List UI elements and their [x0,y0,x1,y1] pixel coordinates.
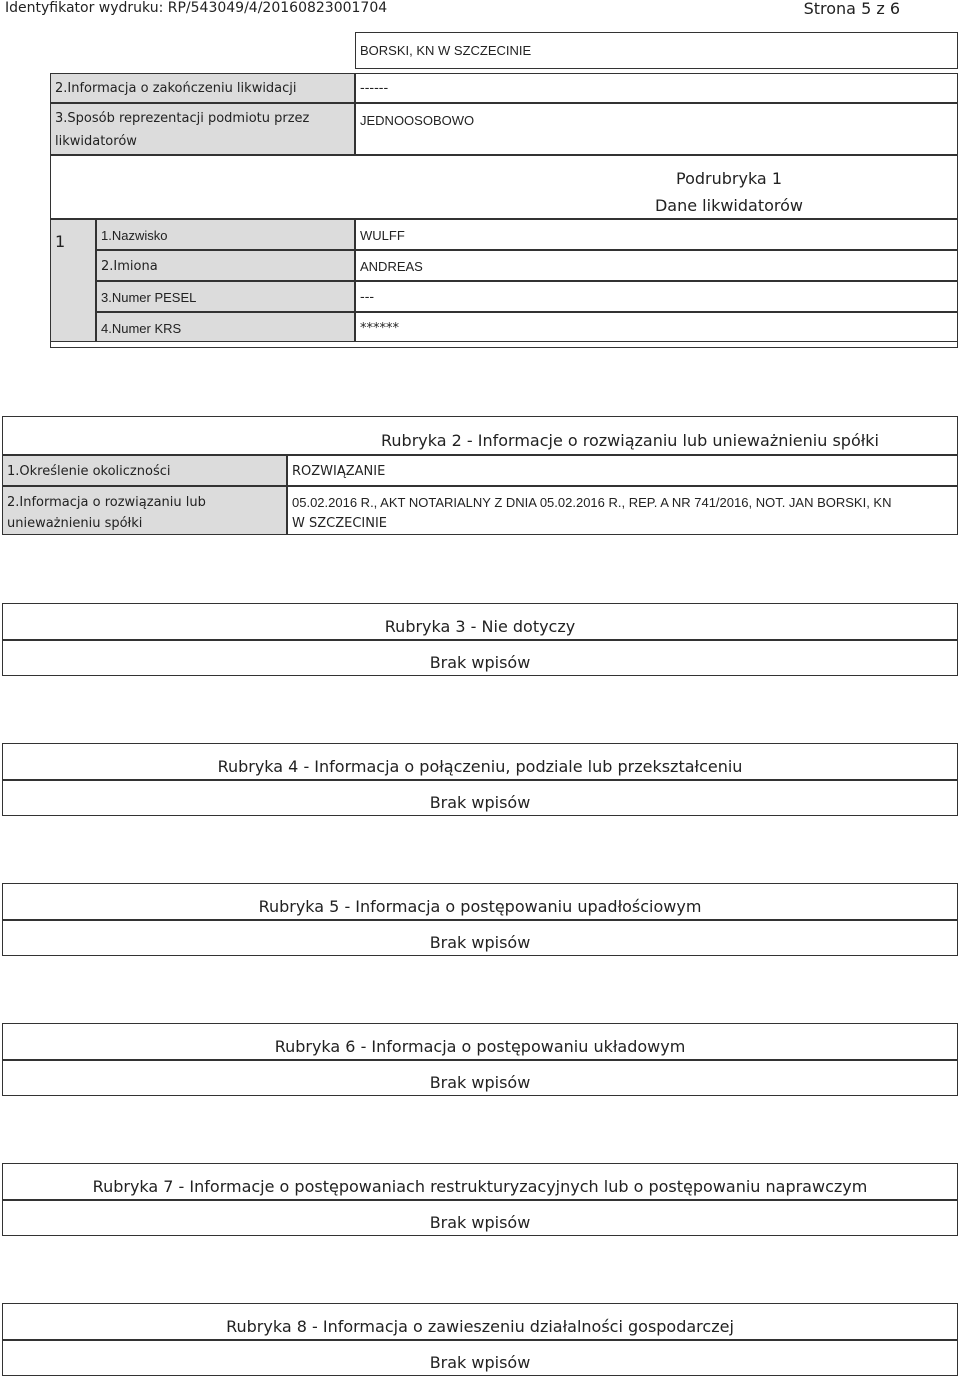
liquidation-cont-value: BORSKI, KN W SZCZECINIE [360,43,532,58]
rubryka-6-header [2,1023,958,1060]
krs-value: ****** [360,321,399,336]
representation-value: JEDNOOSOBOWO [360,113,475,128]
podrubryka-title-line1: Podrubryka 1 [676,169,782,188]
krs-label: 4.Numer KRS [101,321,182,336]
rubryka-5-header [2,883,958,920]
liquidation-end-label: 2.Informacja o zakończeniu likwidacji [55,81,297,96]
rubryka-6-title: Rubryka 6 - Informacja o postępowaniu układowym [274,1037,686,1056]
rubryka-7-header [2,1163,958,1200]
rubryka-8-header [2,1303,958,1340]
podrubryka-bottom-rule [50,341,958,348]
liquidation-cont-cell [355,32,958,69]
circumstances-label-cell [2,455,287,486]
rubryka-4-title: Rubryka 4 - Informacja o połączeniu, podziale lub przekształceniu [217,757,743,776]
rubryka-4-body [2,780,958,816]
circumstances-label: 1.Określenie okoliczności [7,464,171,479]
circumstances-value: ROZWIĄZANIE [292,464,386,479]
rubryka-2-header [2,416,958,455]
krs-label-cell [96,312,355,343]
first-names-value: ANDREAS [360,259,423,274]
print-identifier: Identyfikator wydruku: RP/543049/4/20160823001704 [5,0,388,16]
podrubryka-title-line2: Dane likwidatorów [654,196,803,215]
rubryka-6-body [2,1060,958,1096]
rubryka-6-empty-note: Brak wpisów [429,1073,531,1092]
pesel-label: 3.Numer PESEL [101,290,197,305]
rubryka-3-header [2,603,958,640]
rubryka-7-body [2,1200,958,1236]
liquidation-end-label-cell [50,73,355,103]
dissolution-info-label-cell [2,486,287,535]
page-number: Strona 5 z 6 [803,0,900,18]
rubryka-5-title: Rubryka 5 - Informacja o postępowaniu upadłościowym [258,897,702,916]
liquidation-end-value: ------ [360,81,389,96]
rubryka-8-body [2,1340,958,1376]
representation-label-line2: likwidatorów [55,134,137,149]
liquidation-end-value-cell [355,73,958,103]
dissolution-info-label-line2: unieważnieniu spółki [7,516,143,531]
first-names-label: 2.Imiona [101,259,158,274]
representation-label-line1: 3.Sposób reprezentacji podmiotu przez [55,111,310,126]
krs-value-cell [355,312,958,343]
rubryka-2-title: Rubryka 2 - Informacje o rozwiązaniu lub unieważnieniu spółki [381,431,879,450]
rubryka-8-title: Rubryka 8 - Informacja o zawieszeniu działalności gospodarczej [226,1317,734,1336]
podrubryka-index-cell [50,219,96,343]
surname-value-cell [355,219,958,250]
rubryka-7-title: Rubryka 7 - Informacje o postępowaniach restrukturyzacyjnych lub o postępowaniu naprawczym [92,1177,868,1196]
podrubryka-header-cell [50,155,958,219]
rubryka-4-empty-note: Brak wpisów [429,793,531,812]
rubryka-3-title: Rubryka 3 - Nie dotyczy [384,617,576,636]
first-names-value-cell [355,250,958,281]
circumstances-value-cell [287,455,958,486]
rubryka-8-empty-note: Brak wpisów [429,1353,531,1372]
representation-value-cell [355,103,958,155]
rubryka-3-empty-note: Brak wpisów [429,653,531,672]
rubryka-5-empty-note: Brak wpisów [429,933,531,952]
representation-label-cell [50,103,355,155]
rubryka-3-body [2,640,958,676]
rubryka-5-body [2,920,958,956]
first-names-label-cell [96,250,355,281]
surname-value: WULFF [360,228,405,243]
surname-label: 1.Nazwisko [101,228,168,243]
pesel-value-cell [355,281,958,312]
dissolution-info-value-line2: W SZCZECINIE [292,516,388,531]
podrubryka-index: 1 [55,232,66,251]
pesel-value: --- [360,290,375,305]
surname-label-cell [96,219,355,250]
dissolution-info-label-line1: 2.Informacja o rozwiązaniu lub [7,495,206,510]
rubryka-4-header [2,743,958,780]
pesel-label-cell [96,281,355,312]
dissolution-info-value-cell [287,486,958,535]
rubryka-7-empty-note: Brak wpisów [429,1213,531,1232]
dissolution-info-value-line1: 05.02.2016 R., AKT NOTARIALNY Z DNIA 05.02.2016 R., REP. A NR 741/2016, NOT. JAN BORSKI, KN [292,495,892,510]
